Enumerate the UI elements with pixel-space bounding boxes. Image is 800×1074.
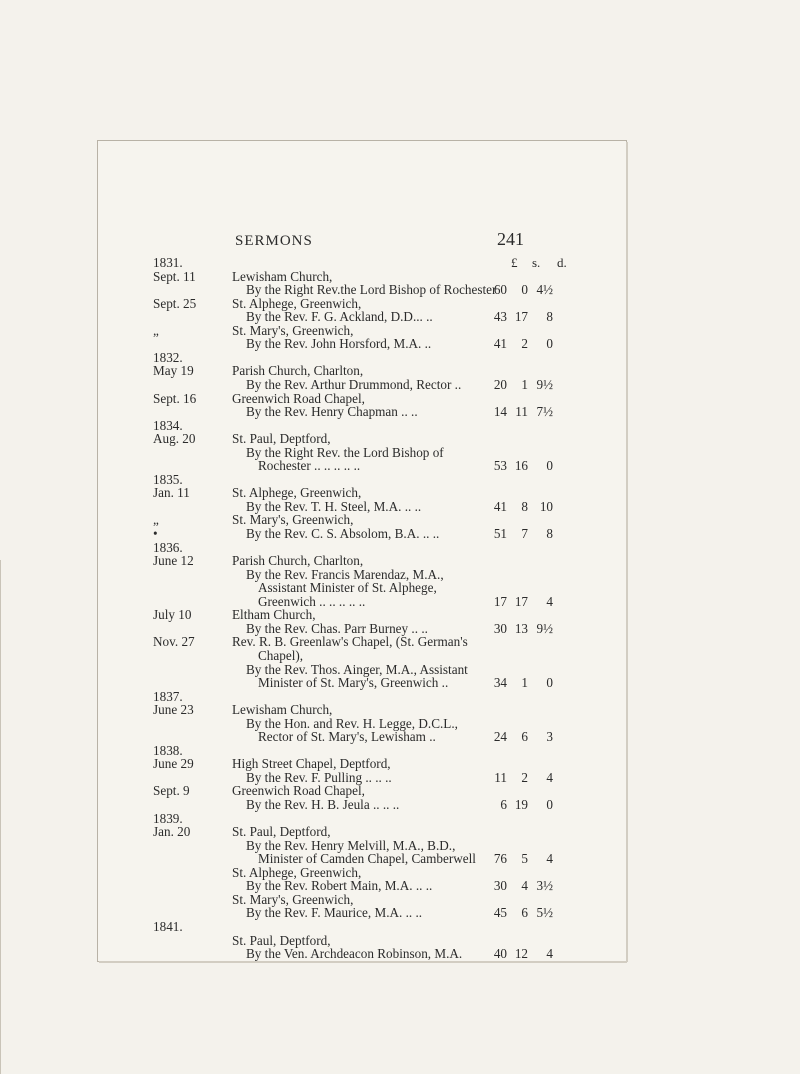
entry-text: St. Alphege, Greenwich,: [232, 864, 362, 880]
amount-pence: 10: [539, 498, 553, 514]
entry-text: By the Rev. F. G. Ackland, D.D... ..: [246, 309, 433, 325]
amount-pence: 4: [546, 769, 553, 785]
amount-shillings: 5: [521, 851, 528, 867]
entry-text: Parish Church, Charlton,: [232, 363, 364, 379]
amount-pounds: 30: [493, 878, 507, 894]
amount-pence: 4: [546, 946, 553, 962]
entry-text: By the Rev. Thos. Ainger, M.A., Assistant: [246, 661, 468, 677]
shillings-heading: s.: [532, 255, 541, 270]
amount-shillings: 2: [521, 769, 528, 785]
amount-pence: 7½: [536, 404, 553, 420]
amount-pence: 0: [546, 675, 553, 691]
amount-shillings: 6: [521, 729, 528, 745]
entry-date: May 19: [153, 363, 194, 379]
amount-pounds: 41: [493, 498, 507, 514]
entry-text: Greenwich Road Chapel,: [232, 783, 365, 799]
amount-pence: 5½: [536, 905, 553, 921]
entry-date: „: [153, 512, 159, 528]
amount-shillings: 2: [521, 336, 528, 352]
entry-text: Lewisham Church,: [232, 702, 333, 718]
amount-pence: 4½: [536, 282, 553, 298]
entry-date: Jan. 20: [153, 824, 191, 840]
entry-date: 1834.: [153, 417, 183, 433]
amount-pence: 0: [546, 797, 553, 812]
entry-text: By the Rev. Francis Marendaz, M.A.,: [246, 566, 444, 582]
entry-date: Nov. 27: [153, 634, 195, 650]
amount-shillings: 19: [514, 797, 528, 812]
entry-date: June 12: [153, 553, 194, 569]
amount-pounds: 41: [493, 336, 507, 352]
amount-shillings: 8: [521, 498, 528, 514]
entry-text: Parish Church, Charlton,: [232, 553, 364, 569]
entry-date: 1831.: [153, 255, 183, 270]
amount-pounds: 53: [493, 458, 507, 474]
entry-date: 1838.: [153, 742, 183, 758]
amount-shillings: 1: [521, 376, 528, 392]
pounds-heading: £: [511, 255, 518, 270]
amount-pence: 0: [546, 458, 553, 474]
entry-text: By the Rev. Chas. Parr Burney .. ..: [246, 620, 428, 636]
amount-shillings: 4: [521, 878, 528, 894]
entry-text: By the Rev. T. H. Steel, M.A. .. ..: [246, 498, 422, 514]
amount-shillings: 7: [521, 526, 528, 541]
amount-pounds: 51: [493, 526, 507, 541]
entry-text: By the Rev. John Horsford, M.A. ..: [246, 336, 432, 352]
amount-pence: 8: [546, 309, 553, 325]
pence-heading: d.: [557, 255, 567, 270]
entry-date: Aug. 20: [153, 431, 196, 447]
entry-text: By the Rev. C. S. Absolom, B.A. .. ..: [246, 526, 440, 541]
amount-shillings: 11: [515, 404, 528, 420]
entry-text: By the Rev. Henry Chapman .. ..: [246, 404, 418, 420]
amount-shillings: 6: [521, 905, 528, 921]
amount-pence: 8: [546, 526, 553, 541]
amount-pounds: 43: [493, 309, 507, 325]
amount-shillings: 17: [514, 593, 528, 609]
entry-date: Sept. 9: [153, 783, 190, 799]
entry-text: By the Rev. H. B. Jeula .. .. ..: [246, 797, 400, 812]
amount-pence: 0: [546, 336, 553, 352]
entry-text: St. Paul, Deptford,: [232, 824, 331, 840]
running-title: SERMONS: [235, 233, 313, 249]
entry-text: By the Rev. Henry Melvill, M.A., B.D.,: [246, 837, 456, 853]
entry-date: •: [153, 526, 158, 541]
amount-pounds: 40: [493, 946, 507, 962]
amount-shillings: 1: [521, 675, 528, 691]
amount-pence: 4: [546, 851, 553, 867]
entry-text: Minister of Camden Chapel, Camberwell: [258, 851, 476, 867]
amount-pounds: 76: [493, 851, 507, 867]
entry-text: St. Alphege, Greenwich,: [232, 295, 362, 311]
entry-date: July 10: [153, 607, 192, 623]
page-number: 241: [497, 229, 524, 249]
amount-pence: 3: [546, 729, 553, 745]
entry-date: „: [153, 322, 159, 338]
entry-text: St. Paul, Deptford,: [232, 431, 331, 447]
entry-text: Greenwich Road Chapel,: [232, 390, 365, 406]
amount-pounds: 11: [494, 769, 507, 785]
amount-shillings: 12: [514, 946, 528, 962]
entry-text: By the Right Rev. the Lord Bishop of: [246, 444, 444, 460]
amount-shillings: 16: [514, 458, 528, 474]
entry-text: By the Rev. F. Maurice, M.A. .. ..: [246, 905, 423, 921]
amount-shillings: 17: [514, 309, 528, 325]
entry-text: Rector of St. Mary's, Lewisham ..: [258, 729, 436, 745]
amount-pence: 3½: [536, 878, 553, 894]
page-shadow-right: [626, 142, 628, 962]
entry-text: High Street Chapel, Deptford,: [232, 756, 391, 772]
entry-text: Minister of St. Mary's, Greenwich ..: [258, 675, 449, 691]
amount-pence: 9½: [536, 376, 553, 392]
entry-text: St. Mary's, Greenwich,: [232, 891, 354, 907]
entry-date: Sept. 11: [153, 268, 196, 284]
amount-pounds: 6: [500, 797, 507, 812]
entry-date: 1839.: [153, 810, 183, 826]
entry-date: Sept. 16: [153, 390, 197, 406]
entry-text: St. Mary's, Greenwich,: [232, 322, 354, 338]
entry-text: By the Rev. F. Pulling .. .. ..: [246, 769, 392, 785]
amount-pence: 9½: [536, 620, 553, 636]
amount-pounds: 17: [493, 593, 507, 609]
entry-date: Sept. 25: [153, 295, 197, 311]
entry-date: 1836.: [153, 539, 183, 555]
entry-text: St. Paul, Deptford,: [232, 932, 331, 948]
amount-shillings: 13: [514, 620, 528, 636]
entry-text: Rev. R. B. Greenlaw's Chapel, (St. German's: [232, 634, 468, 650]
entry-text: Rochester .. .. .. .. ..: [258, 458, 361, 474]
entry-date: 1835.: [153, 471, 183, 487]
entry-date: 1832.: [153, 349, 183, 365]
entry-text: By the Rev. Arthur Drummond, Rector ..: [246, 376, 462, 392]
amount-pence: 4: [546, 593, 553, 609]
entry-text: Eltham Church,: [232, 607, 316, 623]
amount-pounds: 34: [493, 675, 507, 691]
entry-text: By the Rev. Robert Main, M.A. .. ..: [246, 878, 433, 894]
amount-pounds: 14: [493, 404, 507, 420]
entry-date: Jan. 11: [153, 485, 190, 501]
entry-text: By the Hon. and Rev. H. Legge, D.C.L.,: [246, 715, 458, 731]
entry-text: Assistant Minister of St. Alphege,: [258, 580, 437, 596]
entry-date: 1837.: [153, 688, 183, 704]
amount-pounds: 45: [493, 905, 507, 921]
entry-date: 1841.: [153, 918, 183, 934]
entry-date: June 29: [153, 756, 194, 772]
entry-text: Chapel),: [258, 647, 304, 663]
amount-pounds: 30: [493, 620, 507, 636]
amount-pounds: 20: [493, 376, 507, 392]
entry-text: Lewisham Church,: [232, 268, 333, 284]
entry-text: St. Mary's, Greenwich,: [232, 512, 354, 528]
amount-shillings: 0: [521, 282, 528, 298]
entry-text: St. Alphege, Greenwich,: [232, 485, 362, 501]
entry-date: June 23: [153, 702, 194, 718]
entry-text: Greenwich .. .. .. .. ..: [258, 593, 366, 609]
amount-pounds: 60: [493, 282, 507, 298]
amount-pounds: 24: [493, 729, 507, 745]
page-edge-line: [0, 560, 1, 1074]
entry-text: By the Right Rev.the Lord Bishop of Rochester: [246, 282, 497, 298]
entry-text: By the Ven. Archdeacon Robinson, M.A.: [246, 946, 463, 962]
